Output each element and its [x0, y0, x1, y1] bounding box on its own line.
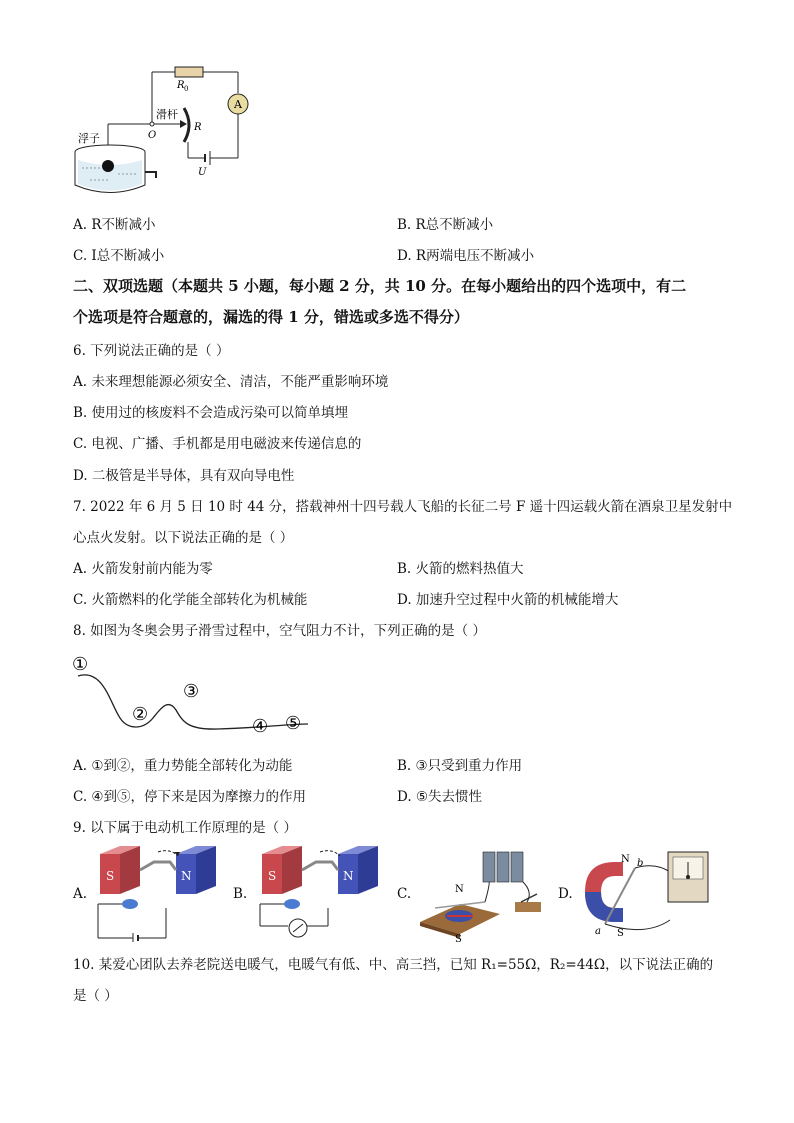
svg-text:S: S [106, 869, 115, 883]
q8-option-d: D. ⑤失去惯性 [397, 789, 483, 805]
float-ball [102, 160, 114, 172]
q9-figure-a-motor [88, 842, 228, 942]
q7-option-c: C. 火箭燃料的化学能全部转化为机械能 [73, 592, 308, 608]
svg-text:N: N [181, 869, 192, 883]
svg-text:⑤: ⑤ [285, 713, 302, 734]
svg-text:S: S [617, 928, 624, 939]
svg-text:滑杆: 滑杆 [156, 108, 178, 121]
q10-stem-line2: 是（ ） [73, 988, 118, 1004]
q8-option-a: A. ①到②，重力势能全部转化为动能 [73, 758, 293, 774]
svg-text:S: S [455, 934, 462, 942]
q7-stem-line1: 7. 2022 年 6 月 5 日 10 时 44 分，搭载神州十四号载人飞船的长征二号 F 遥十四运载火箭在酒泉卫星发射中 [73, 499, 733, 515]
svg-text:N: N [455, 884, 464, 895]
q5-option-b: B. R总不断减小 [397, 217, 494, 233]
svg-text:S: S [268, 869, 277, 883]
ski-slope-figure [68, 648, 318, 743]
svg-text:③: ③ [183, 681, 200, 702]
svg-text:R: R [177, 80, 185, 91]
q7-option-a: A. 火箭发射前内能为零 [73, 561, 213, 577]
q5-option-d: D. R两端电压不断减小 [397, 248, 535, 264]
q9-stem: 9. 以下属于电动机工作原理的是（ ） [73, 820, 297, 836]
q7-option-b: B. 火箭的燃料热值大 [397, 561, 524, 577]
svg-text:①: ① [72, 654, 89, 675]
float-circuit-figure [70, 60, 250, 205]
q5-option-a: A. R不断减小 [73, 217, 156, 233]
q6-stem: 6. 下列说法正确的是（ ） [73, 343, 230, 359]
q6-option-a: A. 未来理想能源必须安全、清洁，不能严重影响环境 [73, 374, 389, 390]
q6-option-d: D. 二极管是半导体，具有双向导电性 [73, 468, 295, 484]
r0-resistor [175, 67, 203, 77]
svg-text:②: ② [132, 704, 149, 725]
q9-option-b-label: B. [233, 886, 248, 902]
q5-option-c: C. I总不断减小 [73, 248, 165, 264]
q10-stem-line1: 10. 某爱心团队去养老院送电暖气，电暖气有低、中、高三挡，已知 R₁=55Ω，R₂=44Ω，以下说法正确的 [73, 957, 714, 973]
svg-text:浮子: 浮子 [78, 132, 100, 145]
svg-text:A: A [234, 98, 242, 111]
q8-stem: 8. 如图为冬奥会男子滑雪过程中，空气阻力不计，下列正确的是（ ） [73, 623, 486, 639]
q7-stem-line2: 心点火发射。以下说法正确的是（ ） [73, 530, 294, 546]
section2-heading-line2: 个选项是符合题意的，漏选的得 1 分，错选或多选不得分） [73, 308, 469, 326]
q8-option-c: C. ④到⑤，停下来是因为摩擦力的作用 [73, 789, 307, 805]
svg-text:O: O [148, 130, 157, 141]
section2-heading-line1: 二、双项选题（本题共 5 小题，每小题 2 分，共 10 分。在每小题给出的四个选项中，有二 [73, 277, 687, 295]
q8-option-b: B. ③只受到重力作用 [397, 758, 523, 774]
q9-figure-c-oersted [415, 842, 555, 942]
svg-text:0: 0 [184, 85, 189, 93]
svg-text:④: ④ [252, 716, 269, 737]
svg-text:N: N [621, 854, 630, 865]
q9-figure-d-induction [575, 842, 715, 942]
svg-text:U: U [198, 167, 207, 178]
q7-option-d: D. 加速升空过程中火箭的机械能增大 [397, 592, 619, 608]
q9-option-c-label: C. [397, 886, 412, 902]
q6-option-b: B. 使用过的核废料不会造成污染可以简单填埋 [73, 405, 349, 421]
svg-text:R: R [194, 122, 202, 133]
svg-text:a: a [595, 926, 601, 937]
svg-text:N: N [343, 869, 354, 883]
q9-option-a-label: A. [73, 886, 88, 902]
svg-text:b: b [637, 858, 644, 869]
q6-option-c: C. 电视、广播、手机都是用电磁波来传递信息的 [73, 436, 362, 452]
q9-option-d-label: D. [558, 886, 573, 902]
q9-figure-b-generator [250, 842, 390, 942]
